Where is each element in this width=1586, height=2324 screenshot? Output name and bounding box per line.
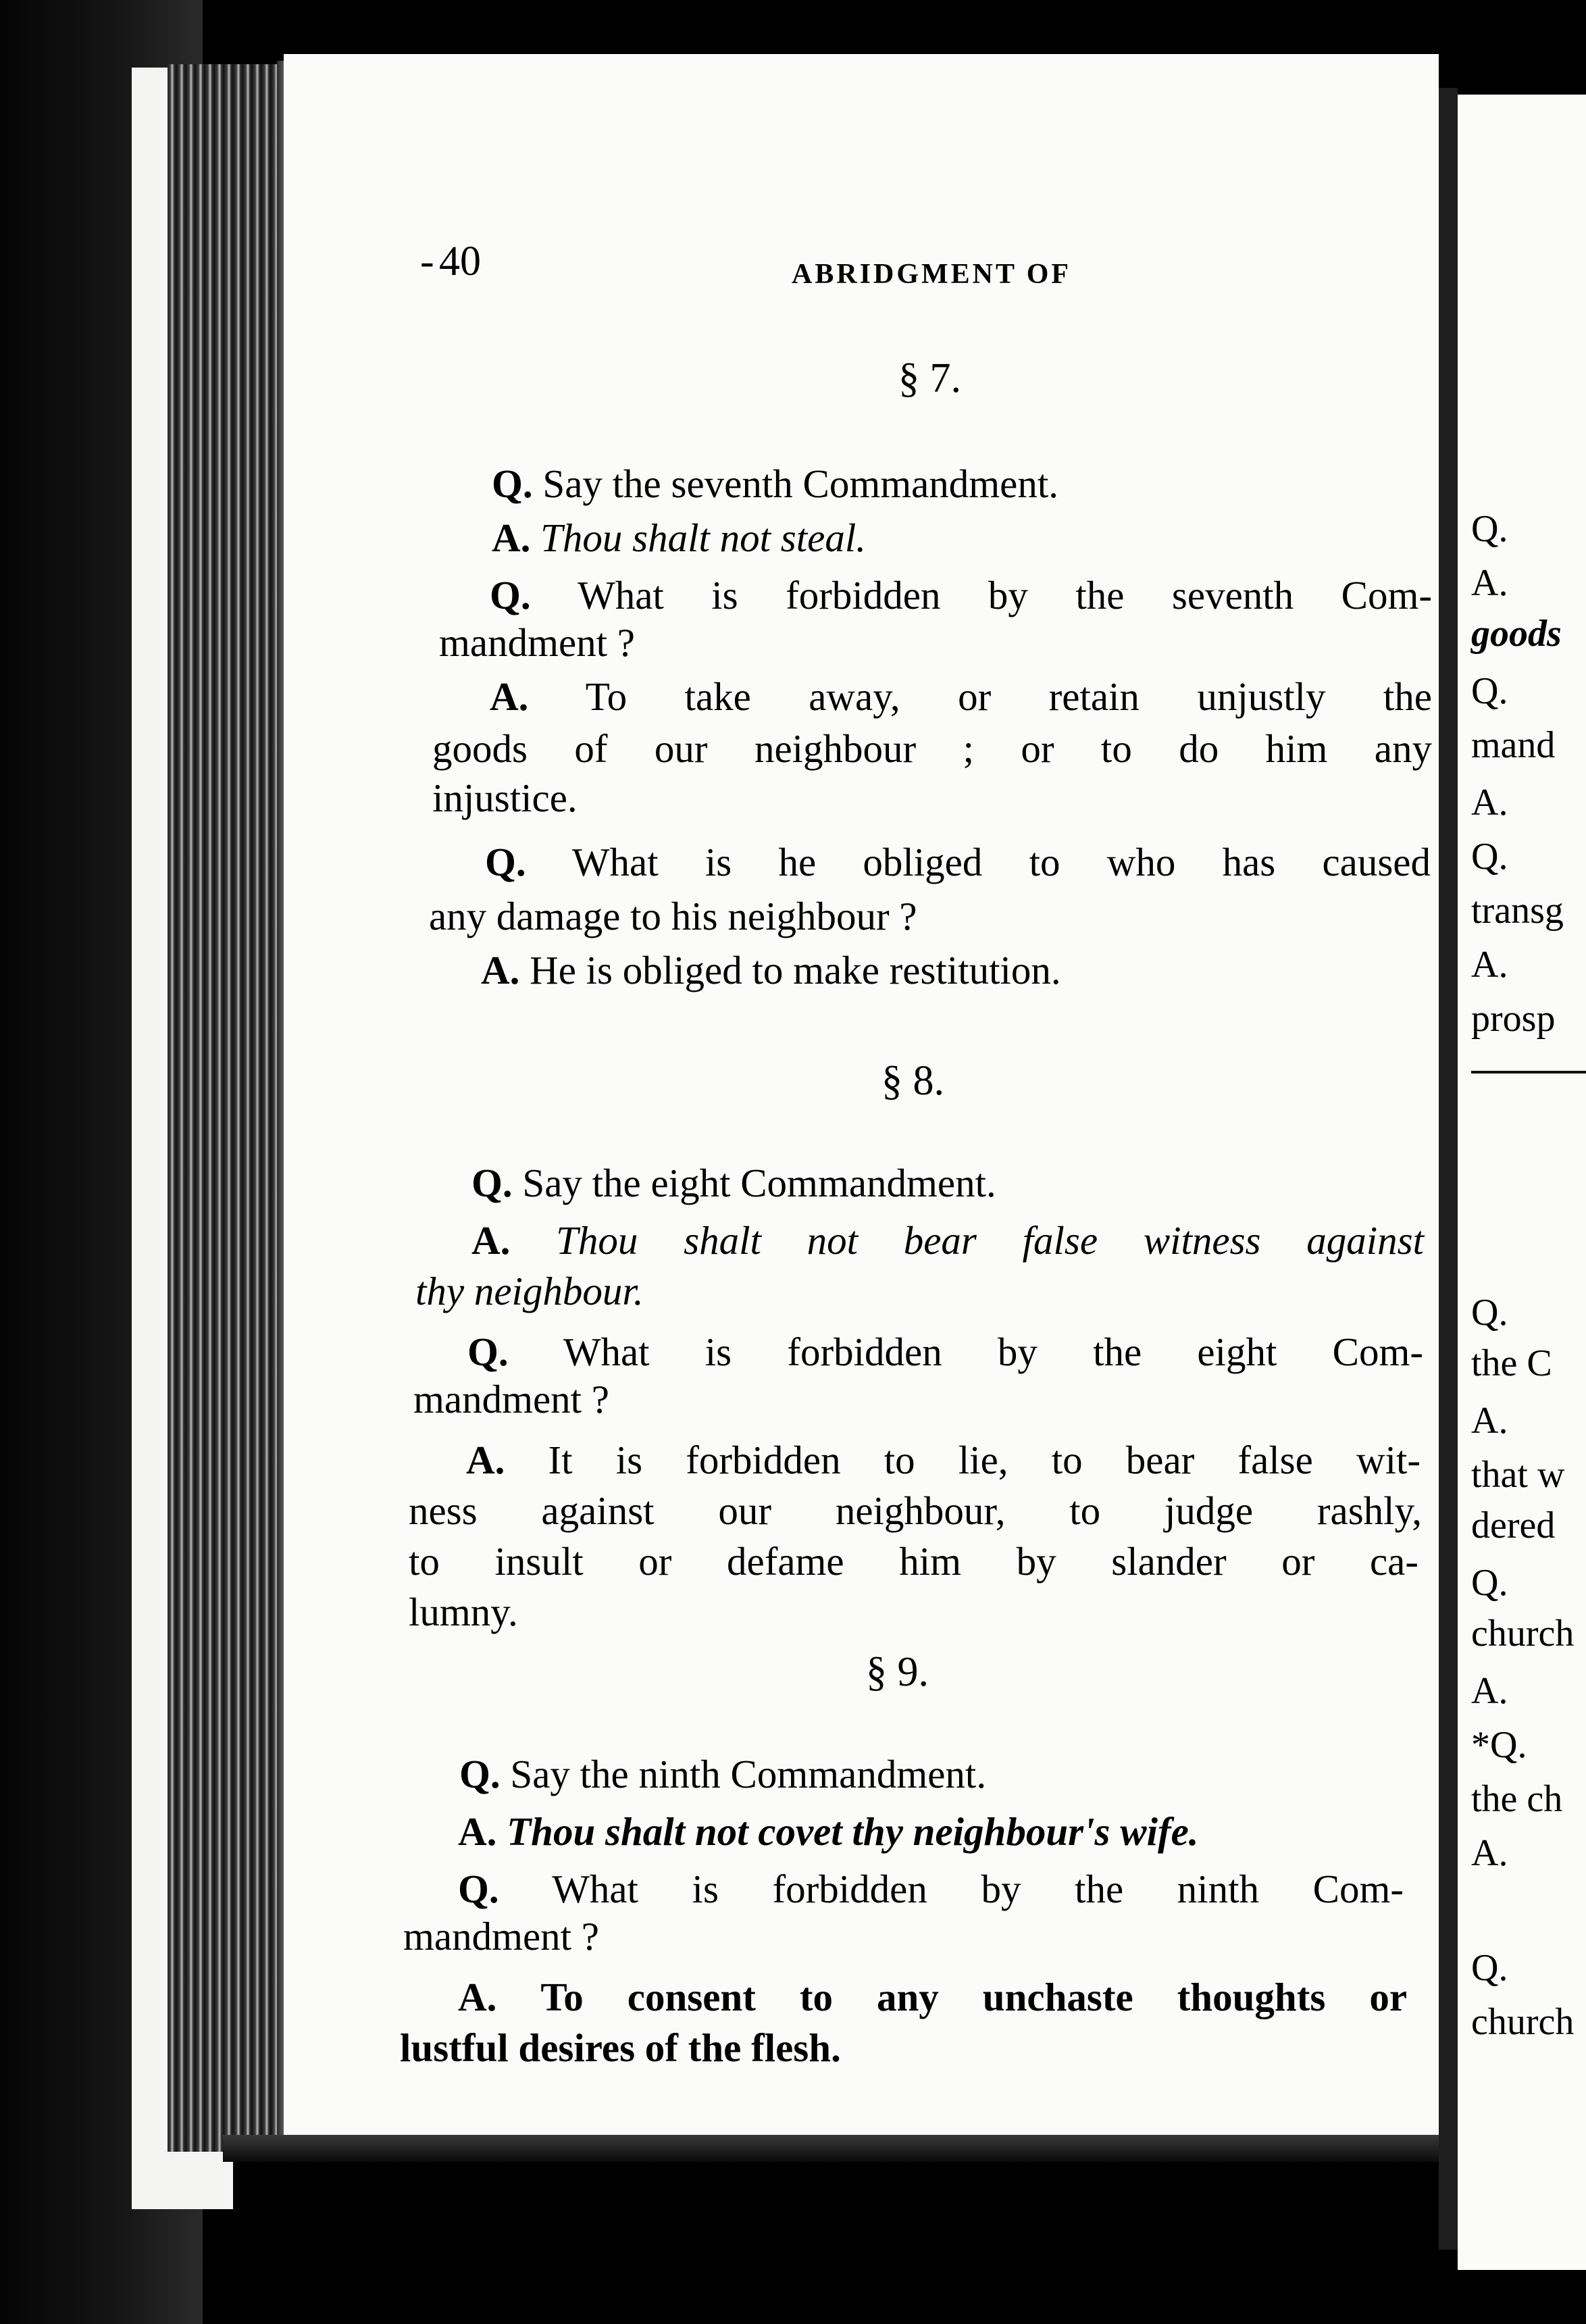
answer-label: A. <box>458 1975 497 2019</box>
facing-page-fragment: A. <box>1471 1670 1508 1712</box>
catechism-line <box>492 459 1058 508</box>
facing-page-fragment: goods <box>1471 613 1562 655</box>
catechism-line <box>467 1328 1423 1376</box>
commandment-text: Thou shalt not covet thy neighbour's wife. <box>507 1809 1199 1854</box>
catechism-line <box>458 1807 1199 1856</box>
facing-page-fragment: dered <box>1471 1505 1556 1546</box>
catechism-line <box>490 571 1432 620</box>
catechism-line <box>432 774 578 822</box>
catechism-line <box>458 1865 1404 1913</box>
catechism-line <box>415 1267 644 1315</box>
question-text: What is forbidden by the seventh Com- <box>578 573 1432 617</box>
question-text: Say the eight Commandment. <box>522 1161 996 1205</box>
facing-page-fragment: that w <box>1471 1454 1565 1496</box>
facing-page-rule <box>1471 1071 1586 1073</box>
commandment-text: Thou shalt not bear false witness against <box>556 1218 1424 1263</box>
answer-text: To take away, or retain unjustly the <box>585 674 1432 719</box>
page-number-prefix: - <box>420 238 434 284</box>
catechism-line <box>490 672 1432 721</box>
facing-page-fragment: A. <box>1471 1832 1508 1874</box>
question-label: Q. <box>458 1867 499 1911</box>
question-label: Q. <box>490 573 531 617</box>
facing-page-fragment: church <box>1471 2001 1575 2043</box>
answer-text: goods of our neighbour ; or to do him any <box>432 726 1432 771</box>
question-label: Q. <box>471 1161 513 1205</box>
commandment-text: Thou shalt not steal. <box>540 515 866 560</box>
facing-page-fragment: Q. <box>1471 1562 1508 1604</box>
facing-page-fragment: A. <box>1471 944 1508 986</box>
answer-text: to insult or defame him by slander or ca- <box>409 1539 1418 1584</box>
catechism-line <box>459 1750 986 1798</box>
catechism-line <box>485 838 1431 886</box>
question-text: mandment ? <box>413 1377 609 1421</box>
section-heading: § 8. <box>881 1058 944 1104</box>
question-label: Q. <box>459 1752 501 1796</box>
question-text: mandment ? <box>439 620 635 665</box>
question-text: Say the ninth Commandment. <box>510 1752 987 1796</box>
catechism-line <box>471 1216 1424 1265</box>
answer-label: A. <box>458 1809 497 1854</box>
catechism-line <box>409 1588 518 1636</box>
catechism-line <box>413 1375 609 1423</box>
facing-page-fragment: *Q. <box>1471 1724 1527 1766</box>
facing-page-fragment: Q. <box>1471 836 1508 878</box>
catechism-line <box>409 1486 1422 1535</box>
section-heading: § 9. <box>866 1649 929 1695</box>
question-text: What is he obliged to who has caused <box>571 840 1431 884</box>
facing-page <box>1458 95 1586 2270</box>
catechism-line <box>400 2023 841 2072</box>
catechism-line <box>492 513 866 562</box>
facing-page-fragment: church <box>1471 1613 1575 1654</box>
catechism-line <box>439 618 635 667</box>
facing-page-fragment: the C <box>1471 1342 1552 1384</box>
question-label: Q. <box>492 461 533 506</box>
catechism-line <box>409 1537 1418 1586</box>
answer-label: A. <box>481 948 520 992</box>
answer-label: A. <box>466 1438 505 1482</box>
question-text: What is forbidden by the ninth Com- <box>552 1867 1404 1911</box>
question-text: mandment ? <box>403 1914 599 1959</box>
catechism-line <box>471 1159 996 1207</box>
facing-page-fragment: mand <box>1471 724 1556 766</box>
answer-text: lustful desires of the flesh. <box>400 2025 841 2070</box>
question-label: Q. <box>467 1330 509 1374</box>
facing-page-fragment: Q. <box>1471 1292 1508 1334</box>
facing-page-fragment: A. <box>1471 562 1508 604</box>
page-number: 40 <box>439 238 481 284</box>
catechism-line <box>458 1973 1407 2021</box>
catechism-line <box>481 946 1061 994</box>
facing-page-fragment: the ch <box>1471 1778 1563 1820</box>
question-text: Say the seventh Commandment. <box>542 461 1059 506</box>
facing-page-fragment: A. <box>1471 782 1508 824</box>
catechism-line <box>403 1912 599 1961</box>
page-bottom-shadow <box>223 2135 1446 2162</box>
answer-text: It is forbidden to lie, to bear false wit- <box>548 1438 1421 1482</box>
answer-text: To consent to any unchaste thoughts or <box>540 1975 1408 2019</box>
answer-label: A. <box>471 1218 511 1263</box>
facing-page-fragment: Q. <box>1471 670 1508 712</box>
catechism-line <box>432 724 1432 773</box>
facing-page-fragment: A. <box>1471 1400 1508 1442</box>
section-heading: § 7. <box>898 355 961 401</box>
answer-text: He is obliged to make restitution. <box>530 948 1061 992</box>
book-gutter <box>1439 88 1458 2250</box>
answer-text: lumny. <box>409 1590 518 1634</box>
catechism-line <box>429 892 917 940</box>
facing-page-fragment: Q. <box>1471 1947 1508 1989</box>
catechism-line <box>466 1436 1421 1484</box>
page-edges <box>168 64 286 2152</box>
commandment-text: thy neighbour. <box>415 1269 644 1313</box>
running-head: ABRIDGMENT OF <box>792 259 1072 290</box>
answer-text: injustice. <box>432 776 578 820</box>
answer-text: ness against our neighbour, to judge rashly, <box>409 1488 1422 1533</box>
answer-label: A. <box>490 674 529 719</box>
facing-page-fragment: transg <box>1471 890 1564 932</box>
facing-page-fragment: Q. <box>1471 508 1508 550</box>
question-text: What is forbidden by the eight Com- <box>563 1330 1424 1374</box>
facing-page-fragment: prosp <box>1471 998 1556 1040</box>
question-label: Q. <box>485 840 526 884</box>
question-text: any damage to his neighbour ? <box>429 894 917 938</box>
answer-label: A. <box>492 515 531 560</box>
